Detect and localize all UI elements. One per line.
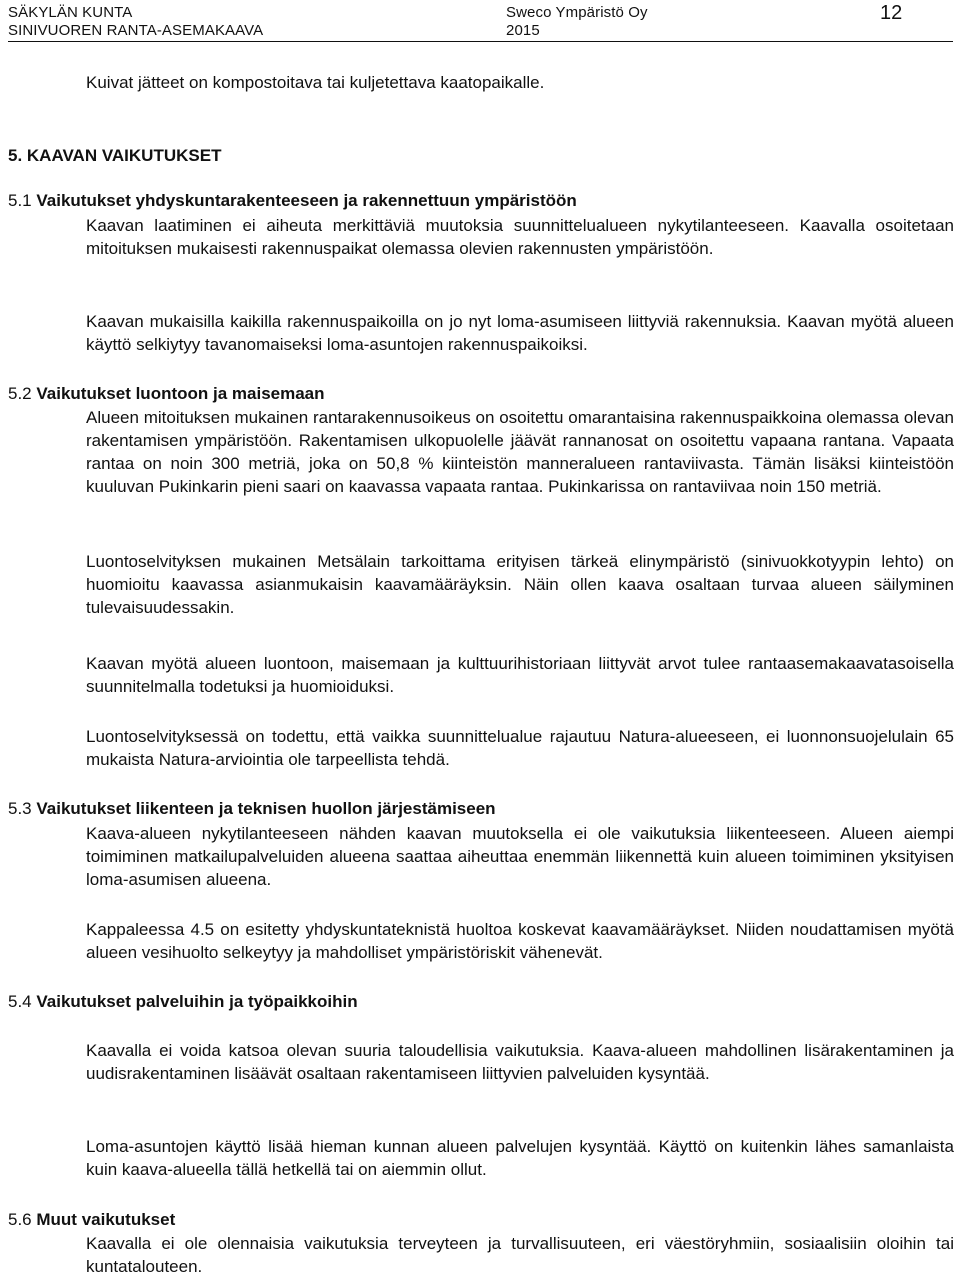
document-year: 2015: [506, 22, 540, 39]
paragraph: Alueen mitoituksen mukainen rantarakennusoikeus on osoitettu omarantaisina rakennuspaikkoina olemassa olevan rakentamisen ympäristöön. Rakentamisen ulkopuolelle jäävät rannanosat on osoitettu vapaana rantana. Vapaata rantaa on noin 300 metriä, joka on 50,8 % kiinteistön manneralueen rantaviivasta. Tämän lisäksi kiinteistöön kuuluvan Pukinkarin pieni saari on kaavassa vapaata rantaa. Pukinkarissa on rantaviivaa noin 150 metriä.: [86, 408, 954, 496]
paragraph: Luontoselvityksessä on todettu, että vaikka suunnittelualue rajautuu Natura-alueeseen, ei luonnonsuojelulain 65 mukaista Natura-arviointia ole tarpeellista tehdä.: [86, 727, 954, 769]
section-title: Vaikutukset yhdyskuntarakenteeseen ja rakennettuun ympäristöön: [36, 191, 577, 210]
header-rule: [8, 41, 953, 42]
page-number: 12: [880, 2, 903, 24]
section-title: Vaikutukset palveluihin ja työpaikkoihin: [36, 992, 358, 1011]
section-title: Muut vaikutukset: [36, 1210, 176, 1229]
section-5-2-heading: [8, 383, 954, 405]
municipality-name: SÄKYLÄN KUNTA: [8, 4, 133, 21]
paragraph: Kappaleessa 4.5 on esitetty yhdyskuntateknistä huoltoa koskevat kaavamääräykset. Niiden noudattamisen myötä alueen vesihuolto selkeytyy ja mahdolliset ympäristöriskit vähenevät.: [86, 920, 954, 962]
section-5-6-heading: [8, 1209, 954, 1231]
paragraph: Kaavan laatiminen ei aiheuta merkittäviä muutoksia suunnittelualueen nykytilanteeseen. Kaavalla osoitetaan mitoituksen mukaisesti rakennuspaikat olemassa olevien rakennusten ympäristöön.: [86, 216, 954, 258]
section-number: 5.4: [8, 992, 32, 1011]
plan-name: SINIVUOREN RANTA-ASEMAKAAVA: [8, 22, 264, 39]
paragraph: Kaavalla ei voida katsoa olevan suuria taloudellisia vaikutuksia. Kaava-alueen mahdollinen lisärakentaminen ja uudisrakentaminen lisäävät osaltaan rakentamiseen liittyvien palveluiden kysyntää.: [86, 1041, 954, 1083]
paragraph: Kaavalla ei ole olennaisia vaikutuksia terveyteen ja turvallisuuteen, eri väestöryhmiin, sosiaalisiin oloihin tai kuntatalouteen.: [86, 1234, 954, 1276]
section-title: Vaikutukset luontoon ja maisemaan: [36, 384, 325, 403]
consultant-name: Sweco Ympäristö Oy: [506, 4, 648, 21]
chapter-title: 5. KAAVAN VAIKUTUKSET: [8, 146, 222, 165]
section-number: 5.3: [8, 799, 32, 818]
paragraph: Loma-asuntojen käyttö lisää hieman kunnan alueen palvelujen kysyntää. Käyttö on kuitenkin lähes samanlaista kuin kaava-alueella tällä hetkellä tai on aiemmin ollut.: [86, 1137, 954, 1179]
section-5-3-heading: [8, 798, 954, 820]
paragraph: Kaavan myötä alueen luontoon, maisemaan ja kulttuurihistoriaan liittyvät arvot tulee rantaasemakaavatasoisella suunnitelmalla todetuksi ja huomioiduksi.: [86, 654, 954, 696]
section-5-4-heading: [8, 991, 954, 1013]
paragraph: Kaava-alueen nykytilanteeseen nähden kaavan muutoksella ei ole vaikutuksia liikenteeseen. Alueen aiempi toimiminen matkailupalveluiden alueena saattaa aiheuttaa enemmän liikennettä kuin alueen toimiminen yksityisen loma-asumisen alueena.: [86, 824, 954, 889]
section-5-1-heading: [8, 190, 954, 212]
paragraph: Kaavan mukaisilla kaikilla rakennuspaikoilla on jo nyt loma-asumiseen liittyviä rakennuksia. Kaavan myötä alueen käyttö selkiytyy tavanomaiseksi loma-asuntojen rakennuspaikoiksi.: [86, 312, 954, 354]
section-number: 5.2: [8, 384, 32, 403]
intro-paragraph: Kuivat jätteet on kompostoitava tai kuljetettava kaatopaikalle.: [86, 73, 545, 92]
page-header: [0, 0, 960, 44]
section-title: Vaikutukset liikenteen ja teknisen huollon järjestämiseen: [36, 799, 496, 818]
section-number: 5.1: [8, 191, 32, 210]
paragraph: Luontoselvityksen mukainen Metsälain tarkoittama erityisen tärkeä elinympäristö (sinivuokkotyypin lehto) on huomioitu kaavassa asianmukaisin kaavamääräyksin. Näin ollen kaava osaltaan turvaa alueen säilyminen tulevaisuudessakin.: [86, 552, 954, 617]
section-number: 5.6: [8, 1210, 32, 1229]
